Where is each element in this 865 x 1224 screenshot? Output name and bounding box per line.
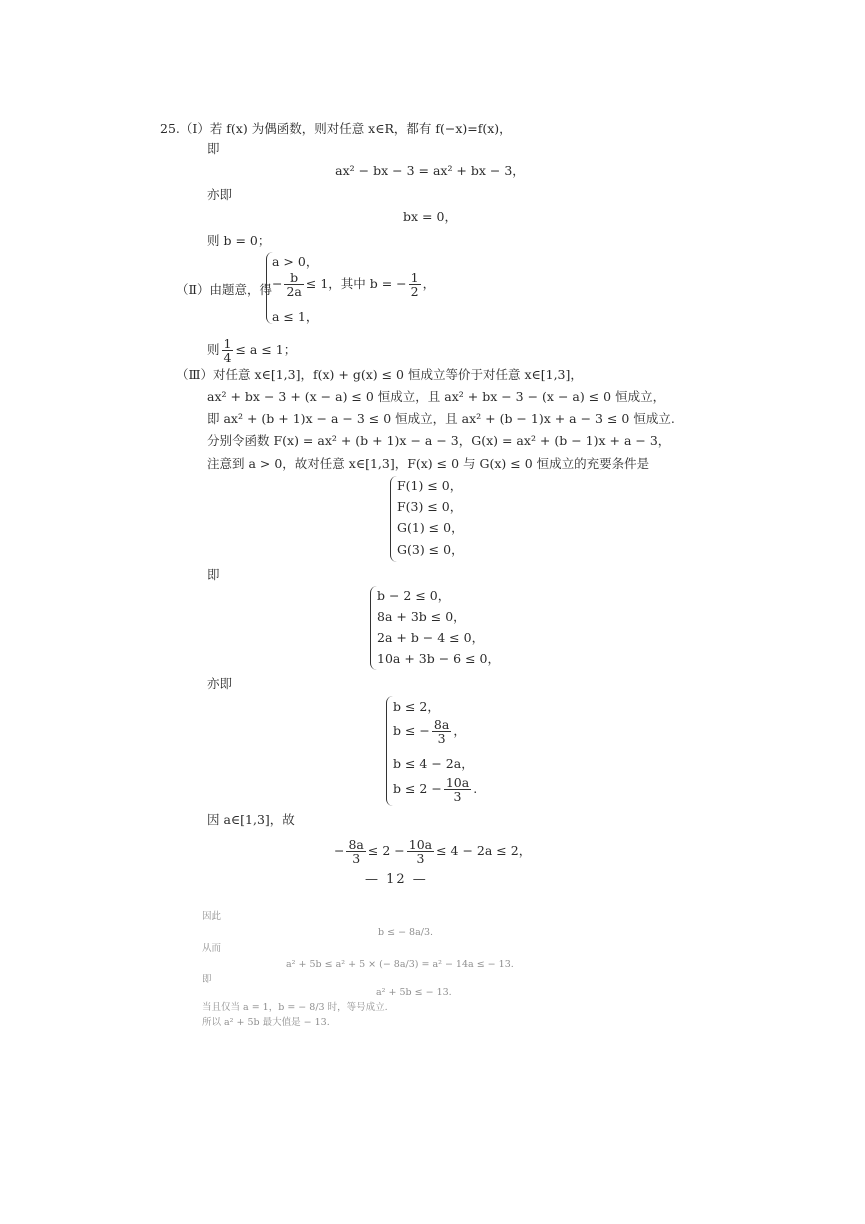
sysC-row4-tail: . xyxy=(473,781,478,796)
part3-line1: （Ⅲ）对任意 x∈[1,3]，f(x) + g(x) ≤ 0 恒成立等价于对任意 x∈[1,3]， xyxy=(176,367,583,382)
frac-den: 3 xyxy=(437,731,446,746)
faint-line1: 因此 xyxy=(202,911,222,922)
frac-num: 1 xyxy=(223,336,232,351)
frac-den: 3 xyxy=(416,851,425,866)
faint-line2: b ≤ − 8a/3. xyxy=(378,927,434,938)
frac-den: 3 xyxy=(352,851,361,866)
frac-num: 8a xyxy=(433,717,450,732)
frac-den: 4 xyxy=(223,350,232,365)
sysA-row4: G(3) ≤ 0， xyxy=(397,542,464,557)
part2-result xyxy=(207,337,296,364)
part2-row3: a ≤ 1， xyxy=(272,309,319,324)
sysC-row2-lead: b ≤ − xyxy=(393,723,430,738)
part2-res-lead: 则 xyxy=(207,342,220,357)
part1-eq1: ax² − bx − 3 = ax² + bx − 3， xyxy=(335,163,525,178)
faint-line4: a² + 5b ≤ a² + 5 × (− 8a/3) = a² − 14a ≤ − 13. xyxy=(286,959,514,970)
fin-mid: ≤ 2 − xyxy=(367,843,405,858)
part3-line2: ax² + bx − 3 + (x − a) ≤ 0 恒成立，且 ax² + bx − 3 − (x − a) ≤ 0 恒成立， xyxy=(207,389,666,404)
faint-line7: 当且仅当 a = 1，b = − 8/3 时，等号成立. xyxy=(202,1002,388,1013)
part2-row1: a > 0， xyxy=(272,254,319,269)
part3-yiji: 亦即 xyxy=(207,676,233,691)
part3-ji: 即 xyxy=(207,567,220,582)
frac-8a-3 xyxy=(432,718,451,745)
part3-yin: 因 a∈[1,3]，故 xyxy=(207,812,295,827)
brace-system-c xyxy=(386,696,393,806)
frac-num: b xyxy=(284,271,303,285)
part3-line4: 分别令函数 F(x) = ax² + (b + 1)x − a − 3，G(x) = ax² + (b − 1)x + a − 3， xyxy=(207,433,671,448)
faint-line3: 从而 xyxy=(202,943,222,954)
frac-num: 8a xyxy=(348,837,364,852)
frac-den: 3 xyxy=(453,789,462,804)
sysA-row1: F(1) ≤ 0， xyxy=(397,478,463,493)
frac-10a-3 xyxy=(444,776,471,803)
frac-quarter xyxy=(222,337,234,364)
brace-system-a xyxy=(390,476,397,562)
frac-half xyxy=(409,271,421,298)
part1-ji: 即 xyxy=(207,141,220,156)
sysA-row2: F(3) ≤ 0， xyxy=(397,499,463,514)
fin-tail: ≤ 4 − 2a ≤ 2， xyxy=(436,843,532,858)
part3-line5: 注意到 a > 0，故对任意 x∈[1,3]，F(x) ≤ 0 与 G(x) ≤ 0 恒成立的充要条件是 xyxy=(207,456,650,471)
part3-final xyxy=(334,838,531,865)
part1-ze: 则 b = 0； xyxy=(207,233,271,248)
part2-comma: ， xyxy=(422,276,436,291)
frac-10a-3-final xyxy=(407,838,434,865)
frac-den: 2 xyxy=(410,284,419,299)
part1-eq2: bx = 0， xyxy=(403,209,457,224)
part2-row2 xyxy=(272,271,435,298)
faint-line8: 所以 a² + 5b 最大值是 − 13. xyxy=(202,1017,330,1028)
part2-row2-tail: ≤ 1，其中 b = − xyxy=(305,276,407,291)
faint-line5: 即 xyxy=(202,974,212,985)
part2-res-tail: ≤ a ≤ 1； xyxy=(235,342,297,357)
sysC-row4-lead: b ≤ 2 − xyxy=(393,781,442,796)
sysC-row4 xyxy=(393,776,477,803)
part2-row2-lead: − xyxy=(272,276,283,291)
page-number: — 12 — xyxy=(365,872,428,887)
sysB-row3: 2a + b − 4 ≤ 0， xyxy=(377,630,485,645)
frac-num: 10a xyxy=(445,775,470,790)
part1-header: 25.（Ⅰ）若 f(x) 为偶函数，则对任意 x∈R，都有 f(−x)=f(x)， xyxy=(160,121,512,136)
sysC-row1: b ≤ 2， xyxy=(393,699,440,714)
sysB-row4: 10a + 3b − 6 ≤ 0， xyxy=(377,651,500,666)
part1-yiji: 亦即 xyxy=(207,187,233,202)
frac-num: 1 xyxy=(410,270,419,285)
brace-system-b xyxy=(370,586,377,670)
frac-8a-3-final xyxy=(346,838,365,865)
fin-lead: − xyxy=(334,843,345,858)
sysC-row3: b ≤ 4 − 2a， xyxy=(393,756,474,771)
frac-den: 2a xyxy=(286,284,302,299)
sysC-row2-tail: ， xyxy=(453,723,466,738)
sysC-row2 xyxy=(393,718,466,745)
part3-line3: 即 ax² + (b + 1)x − a − 3 ≤ 0 恒成立，且 ax² + (b − 1)x + a − 3 ≤ 0 恒成立. xyxy=(207,411,675,426)
sysA-row3: G(1) ≤ 0， xyxy=(397,520,464,535)
sysB-row2: 8a + 3b ≤ 0， xyxy=(377,609,466,624)
frac-b-2a xyxy=(284,271,303,298)
sysB-row1: b − 2 ≤ 0， xyxy=(377,588,451,603)
faint-line6: a² + 5b ≤ − 13. xyxy=(376,987,452,998)
part2-label: （Ⅱ）由题意，得 xyxy=(176,282,272,297)
frac-num: 10a xyxy=(408,837,433,852)
